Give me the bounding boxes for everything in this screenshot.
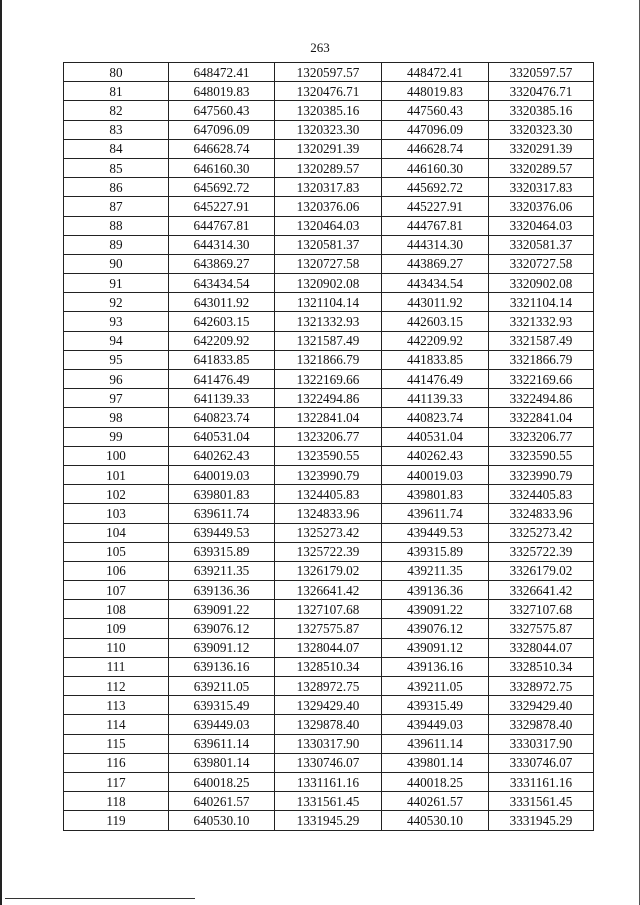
x2-cell: 439611.74 xyxy=(382,504,489,523)
x2-cell: 439091.12 xyxy=(382,638,489,657)
y2-cell: 3321866.79 xyxy=(489,350,594,369)
y2-cell: 3320902.08 xyxy=(489,274,594,293)
x2-cell: 442209.92 xyxy=(382,331,489,350)
x2-cell: 446160.30 xyxy=(382,158,489,177)
x2-cell: 443869.27 xyxy=(382,254,489,273)
x1-cell: 640823.74 xyxy=(169,408,275,427)
x1-cell: 640530.10 xyxy=(169,811,275,830)
table-row xyxy=(64,350,594,369)
x2-cell: 445692.72 xyxy=(382,178,489,197)
y1-cell: 1323590.55 xyxy=(275,446,382,465)
point-number-cell: 95 xyxy=(64,350,169,369)
y1-cell: 1322494.86 xyxy=(275,389,382,408)
x1-cell: 639091.12 xyxy=(169,638,275,657)
x2-cell: 440530.10 xyxy=(382,811,489,830)
table-row xyxy=(64,82,594,101)
y2-cell: 3320581.37 xyxy=(489,235,594,254)
x1-cell: 639136.16 xyxy=(169,657,275,676)
y1-cell: 1331161.16 xyxy=(275,772,382,791)
coordinates-table xyxy=(63,62,594,831)
table-row xyxy=(64,715,594,734)
x2-cell: 440531.04 xyxy=(382,427,489,446)
y2-cell: 3320323.30 xyxy=(489,120,594,139)
y1-cell: 1320902.08 xyxy=(275,274,382,293)
x1-cell: 639076.12 xyxy=(169,619,275,638)
y1-cell: 1320727.58 xyxy=(275,254,382,273)
page-number: 263 xyxy=(310,40,330,55)
y2-cell: 3324833.96 xyxy=(489,504,594,523)
x2-cell: 439449.03 xyxy=(382,715,489,734)
y1-cell: 1320464.03 xyxy=(275,216,382,235)
table-row xyxy=(64,677,594,696)
point-number-cell: 112 xyxy=(64,677,169,696)
x1-cell: 647560.43 xyxy=(169,101,275,120)
table-row xyxy=(64,331,594,350)
y1-cell: 1321866.79 xyxy=(275,350,382,369)
x1-cell: 639315.49 xyxy=(169,696,275,715)
x2-cell: 441476.49 xyxy=(382,370,489,389)
x1-cell: 639136.36 xyxy=(169,581,275,600)
y2-cell: 3321332.93 xyxy=(489,312,594,331)
table-row xyxy=(64,446,594,465)
y1-cell: 1320385.16 xyxy=(275,101,382,120)
x2-cell: 439211.05 xyxy=(382,677,489,696)
x1-cell: 645692.72 xyxy=(169,178,275,197)
table-row xyxy=(64,293,594,312)
point-number-cell: 117 xyxy=(64,772,169,791)
x1-cell: 639091.22 xyxy=(169,600,275,619)
y1-cell: 1324833.96 xyxy=(275,504,382,523)
y1-cell: 1328510.34 xyxy=(275,657,382,676)
table-row xyxy=(64,63,594,82)
y1-cell: 1327107.68 xyxy=(275,600,382,619)
point-number-cell: 101 xyxy=(64,465,169,484)
x2-cell: 439091.22 xyxy=(382,600,489,619)
table-row xyxy=(64,696,594,715)
y2-cell: 3329878.40 xyxy=(489,715,594,734)
y1-cell: 1325722.39 xyxy=(275,542,382,561)
point-number-cell: 83 xyxy=(64,120,169,139)
table-row xyxy=(64,657,594,676)
x1-cell: 644314.30 xyxy=(169,235,275,254)
y1-cell: 1320317.83 xyxy=(275,178,382,197)
y2-cell: 3321587.49 xyxy=(489,331,594,350)
x1-cell: 639315.89 xyxy=(169,542,275,561)
x2-cell: 443434.54 xyxy=(382,274,489,293)
x1-cell: 648019.83 xyxy=(169,82,275,101)
point-number-cell: 80 xyxy=(64,63,169,82)
y2-cell: 3331945.29 xyxy=(489,811,594,830)
y1-cell: 1320291.39 xyxy=(275,139,382,158)
table-row xyxy=(64,600,594,619)
y2-cell: 3320476.71 xyxy=(489,82,594,101)
x1-cell: 646628.74 xyxy=(169,139,275,158)
x2-cell: 448019.83 xyxy=(382,82,489,101)
y1-cell: 1320597.57 xyxy=(275,63,382,82)
y1-cell: 1326641.42 xyxy=(275,581,382,600)
x2-cell: 439315.49 xyxy=(382,696,489,715)
x1-cell: 639611.74 xyxy=(169,504,275,523)
x1-cell: 640531.04 xyxy=(169,427,275,446)
x1-cell: 639801.83 xyxy=(169,485,275,504)
point-number-cell: 113 xyxy=(64,696,169,715)
y1-cell: 1321104.14 xyxy=(275,293,382,312)
y2-cell: 3328972.75 xyxy=(489,677,594,696)
x1-cell: 641476.49 xyxy=(169,370,275,389)
table-row xyxy=(64,485,594,504)
y2-cell: 3328044.07 xyxy=(489,638,594,657)
x1-cell: 639211.05 xyxy=(169,677,275,696)
point-number-cell: 114 xyxy=(64,715,169,734)
table-row xyxy=(64,120,594,139)
table-row xyxy=(64,178,594,197)
x2-cell: 439611.14 xyxy=(382,734,489,753)
table-row xyxy=(64,753,594,772)
x2-cell: 439449.53 xyxy=(382,523,489,542)
table-row xyxy=(64,792,594,811)
y1-cell: 1323990.79 xyxy=(275,465,382,484)
table-row xyxy=(64,772,594,791)
x1-cell: 644767.81 xyxy=(169,216,275,235)
table-row xyxy=(64,274,594,293)
point-number-cell: 85 xyxy=(64,158,169,177)
y2-cell: 3330746.07 xyxy=(489,753,594,772)
y2-cell: 3320317.83 xyxy=(489,178,594,197)
table-row xyxy=(64,197,594,216)
point-number-cell: 108 xyxy=(64,600,169,619)
y1-cell: 1320376.06 xyxy=(275,197,382,216)
y2-cell: 3326641.42 xyxy=(489,581,594,600)
y1-cell: 1320476.71 xyxy=(275,82,382,101)
x1-cell: 639801.14 xyxy=(169,753,275,772)
point-number-cell: 119 xyxy=(64,811,169,830)
x2-cell: 439136.36 xyxy=(382,581,489,600)
x1-cell: 639611.14 xyxy=(169,734,275,753)
x2-cell: 441139.33 xyxy=(382,389,489,408)
point-number-cell: 99 xyxy=(64,427,169,446)
x2-cell: 448472.41 xyxy=(382,63,489,82)
y2-cell: 3322494.86 xyxy=(489,389,594,408)
y1-cell: 1328972.75 xyxy=(275,677,382,696)
table-row xyxy=(64,139,594,158)
table-row xyxy=(64,523,594,542)
y2-cell: 3326179.02 xyxy=(489,561,594,580)
x1-cell: 640018.25 xyxy=(169,772,275,791)
x1-cell: 648472.41 xyxy=(169,63,275,82)
y2-cell: 3320727.58 xyxy=(489,254,594,273)
y2-cell: 3323590.55 xyxy=(489,446,594,465)
x2-cell: 443011.92 xyxy=(382,293,489,312)
x2-cell: 444767.81 xyxy=(382,216,489,235)
x1-cell: 641139.33 xyxy=(169,389,275,408)
point-number-cell: 94 xyxy=(64,331,169,350)
x2-cell: 441833.85 xyxy=(382,350,489,369)
x1-cell: 647096.09 xyxy=(169,120,275,139)
table-row xyxy=(64,581,594,600)
point-number-cell: 116 xyxy=(64,753,169,772)
y2-cell: 3320597.57 xyxy=(489,63,594,82)
y2-cell: 3320385.16 xyxy=(489,101,594,120)
y1-cell: 1331561.45 xyxy=(275,792,382,811)
point-number-cell: 98 xyxy=(64,408,169,427)
point-number-cell: 89 xyxy=(64,235,169,254)
point-number-cell: 92 xyxy=(64,293,169,312)
y1-cell: 1330746.07 xyxy=(275,753,382,772)
point-number-cell: 81 xyxy=(64,82,169,101)
x1-cell: 643011.92 xyxy=(169,293,275,312)
table-row xyxy=(64,408,594,427)
y1-cell: 1321587.49 xyxy=(275,331,382,350)
point-number-cell: 106 xyxy=(64,561,169,580)
y2-cell: 3330317.90 xyxy=(489,734,594,753)
point-number-cell: 96 xyxy=(64,370,169,389)
table-row xyxy=(64,504,594,523)
y1-cell: 1323206.77 xyxy=(275,427,382,446)
x1-cell: 639211.35 xyxy=(169,561,275,580)
table-row xyxy=(64,216,594,235)
y1-cell: 1330317.90 xyxy=(275,734,382,753)
y2-cell: 3321104.14 xyxy=(489,293,594,312)
x2-cell: 439315.89 xyxy=(382,542,489,561)
x2-cell: 439801.83 xyxy=(382,485,489,504)
x2-cell: 439801.14 xyxy=(382,753,489,772)
point-number-cell: 84 xyxy=(64,139,169,158)
y1-cell: 1325273.42 xyxy=(275,523,382,542)
y2-cell: 3331561.45 xyxy=(489,792,594,811)
table-row xyxy=(64,619,594,638)
y1-cell: 1326179.02 xyxy=(275,561,382,580)
point-number-cell: 103 xyxy=(64,504,169,523)
point-number-cell: 97 xyxy=(64,389,169,408)
y2-cell: 3327107.68 xyxy=(489,600,594,619)
point-number-cell: 109 xyxy=(64,619,169,638)
point-number-cell: 82 xyxy=(64,101,169,120)
table-row xyxy=(64,389,594,408)
point-number-cell: 110 xyxy=(64,638,169,657)
x2-cell: 442603.15 xyxy=(382,312,489,331)
table-row xyxy=(64,370,594,389)
x2-cell: 439211.35 xyxy=(382,561,489,580)
point-number-cell: 118 xyxy=(64,792,169,811)
y2-cell: 3331161.16 xyxy=(489,772,594,791)
y1-cell: 1329429.40 xyxy=(275,696,382,715)
table-row xyxy=(64,734,594,753)
table-row xyxy=(64,312,594,331)
x1-cell: 643434.54 xyxy=(169,274,275,293)
footnote-rule xyxy=(5,898,195,899)
x2-cell: 439136.16 xyxy=(382,657,489,676)
y2-cell: 3320291.39 xyxy=(489,139,594,158)
x2-cell: 440262.43 xyxy=(382,446,489,465)
y2-cell: 3320376.06 xyxy=(489,197,594,216)
x1-cell: 643869.27 xyxy=(169,254,275,273)
y1-cell: 1320323.30 xyxy=(275,120,382,139)
y2-cell: 3325722.39 xyxy=(489,542,594,561)
x1-cell: 642603.15 xyxy=(169,312,275,331)
point-number-cell: 87 xyxy=(64,197,169,216)
x2-cell: 440823.74 xyxy=(382,408,489,427)
point-number-cell: 86 xyxy=(64,178,169,197)
y2-cell: 3328510.34 xyxy=(489,657,594,676)
x2-cell: 445227.91 xyxy=(382,197,489,216)
y1-cell: 1321332.93 xyxy=(275,312,382,331)
y2-cell: 3329429.40 xyxy=(489,696,594,715)
table-row xyxy=(64,235,594,254)
y1-cell: 1329878.40 xyxy=(275,715,382,734)
table-row xyxy=(64,542,594,561)
table-row xyxy=(64,158,594,177)
x2-cell: 440261.57 xyxy=(382,792,489,811)
table-row xyxy=(64,101,594,120)
point-number-cell: 91 xyxy=(64,274,169,293)
y2-cell: 3323990.79 xyxy=(489,465,594,484)
x2-cell: 444314.30 xyxy=(382,235,489,254)
y2-cell: 3327575.87 xyxy=(489,619,594,638)
y1-cell: 1322169.66 xyxy=(275,370,382,389)
x2-cell: 440019.03 xyxy=(382,465,489,484)
point-number-cell: 88 xyxy=(64,216,169,235)
y2-cell: 3322841.04 xyxy=(489,408,594,427)
table-row xyxy=(64,427,594,446)
y1-cell: 1320289.57 xyxy=(275,158,382,177)
point-number-cell: 115 xyxy=(64,734,169,753)
table-row xyxy=(64,638,594,657)
x1-cell: 642209.92 xyxy=(169,331,275,350)
x2-cell: 446628.74 xyxy=(382,139,489,158)
point-number-cell: 107 xyxy=(64,581,169,600)
y1-cell: 1324405.83 xyxy=(275,485,382,504)
y1-cell: 1328044.07 xyxy=(275,638,382,657)
point-number-cell: 102 xyxy=(64,485,169,504)
point-number-cell: 104 xyxy=(64,523,169,542)
y2-cell: 3325273.42 xyxy=(489,523,594,542)
point-number-cell: 111 xyxy=(64,657,169,676)
x2-cell: 439076.12 xyxy=(382,619,489,638)
x1-cell: 646160.30 xyxy=(169,158,275,177)
x1-cell: 641833.85 xyxy=(169,350,275,369)
y2-cell: 3322169.66 xyxy=(489,370,594,389)
x1-cell: 640019.03 xyxy=(169,465,275,484)
x1-cell: 640261.57 xyxy=(169,792,275,811)
coordinates-table-body xyxy=(64,63,594,831)
x1-cell: 640262.43 xyxy=(169,446,275,465)
y1-cell: 1331945.29 xyxy=(275,811,382,830)
x2-cell: 447096.09 xyxy=(382,120,489,139)
x1-cell: 645227.91 xyxy=(169,197,275,216)
x2-cell: 440018.25 xyxy=(382,772,489,791)
y1-cell: 1322841.04 xyxy=(275,408,382,427)
table-row xyxy=(64,811,594,830)
point-number-cell: 100 xyxy=(64,446,169,465)
table-row xyxy=(64,465,594,484)
point-number-cell: 105 xyxy=(64,542,169,561)
y1-cell: 1320581.37 xyxy=(275,235,382,254)
y2-cell: 3320464.03 xyxy=(489,216,594,235)
point-number-cell: 90 xyxy=(64,254,169,273)
table-row xyxy=(64,561,594,580)
y2-cell: 3323206.77 xyxy=(489,427,594,446)
table-row xyxy=(64,254,594,273)
point-number-cell: 93 xyxy=(64,312,169,331)
x1-cell: 639449.03 xyxy=(169,715,275,734)
y2-cell: 3320289.57 xyxy=(489,158,594,177)
y1-cell: 1327575.87 xyxy=(275,619,382,638)
x2-cell: 447560.43 xyxy=(382,101,489,120)
x1-cell: 639449.53 xyxy=(169,523,275,542)
y2-cell: 3324405.83 xyxy=(489,485,594,504)
